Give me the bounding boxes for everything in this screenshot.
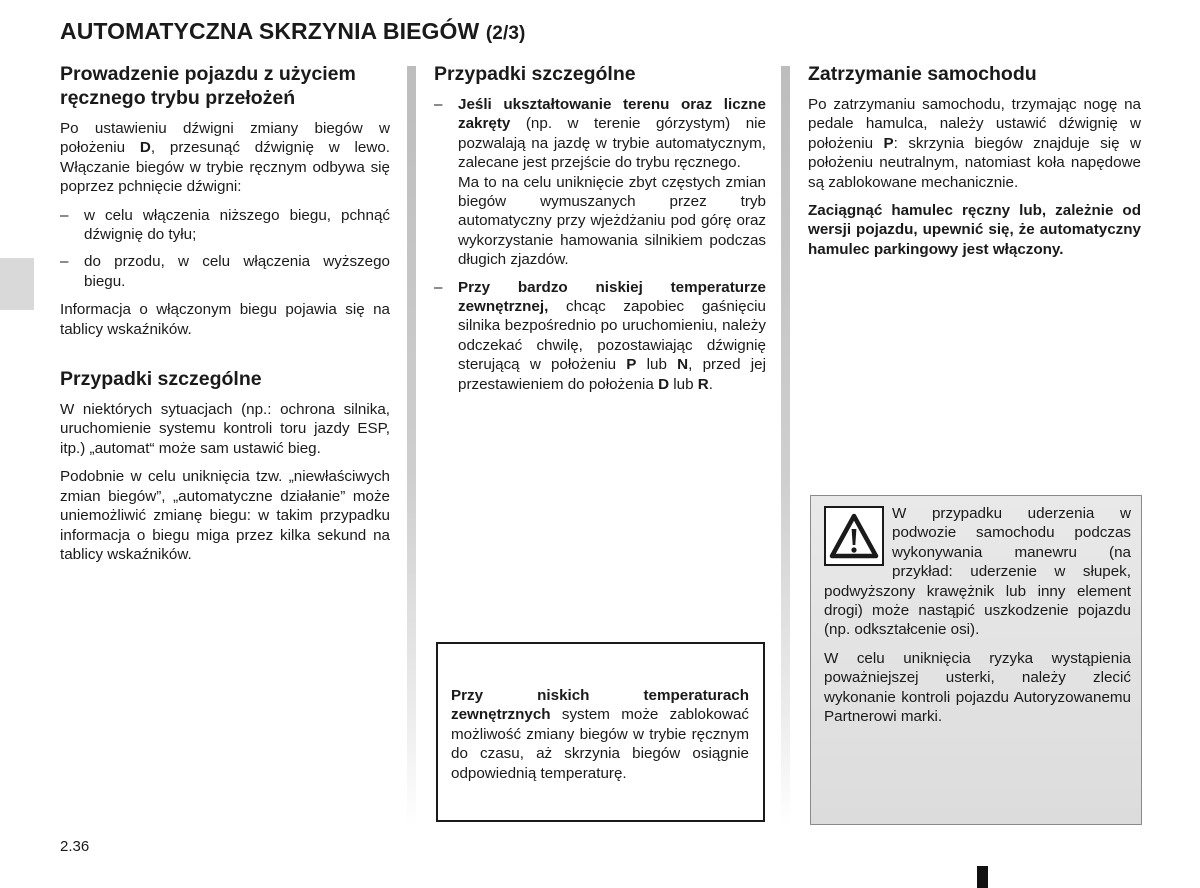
low-temperature-note — [436, 642, 765, 822]
list-item: – w celu włączenia niższego biegu, pchnąć dźwignię do tyłu; — [60, 206, 390, 245]
intro-gear-d: D — [139, 139, 151, 157]
column-special-cases — [434, 62, 766, 403]
note-bold: Przy niskich temperaturach zewnętrznych — [451, 687, 749, 724]
manual-mode-list — [60, 206, 390, 292]
item2-text-c: , przed jej przestawieniem do położenia — [458, 356, 766, 393]
column-stopping — [808, 62, 1141, 268]
item2-text-b: lub — [636, 356, 678, 374]
warning-panel — [810, 495, 1142, 825]
heading-stopping: Zatrzymanie samochodu — [808, 63, 1037, 85]
stopping-text — [808, 95, 1141, 192]
stopping-text-a: Po zatrzymaniu samochodu, trzymając nogę na pedale hamulca, należy ustawić dźwignię w położeniu — [808, 96, 1141, 152]
item2-text-f: . — [708, 375, 713, 393]
item2-text-e: lub — [669, 375, 698, 393]
section-tab — [0, 258, 34, 310]
item1-bold: Jeśli ukształtowanie terenu oraz liczne zakręty — [458, 96, 766, 133]
stopping-text-c: : skrzynia biegów znajduje się w położeniu neutralnym, natomiast koła napędowe są zablokowane mechanicznie. — [808, 134, 1141, 191]
gear-info-text: Informacja o włączonym biegu pojawia się na tablicy wskaźników. — [60, 301, 390, 338]
page-title — [60, 18, 525, 45]
title-main: AUTOMATYCZNA SKRZYNIA BIEGÓW — [60, 18, 480, 44]
gear-p: P — [626, 356, 637, 374]
column-manual-mode — [60, 62, 390, 573]
page-number: 2.36 — [60, 838, 90, 855]
warning-triangle-svg — [829, 513, 879, 559]
column-divider — [407, 66, 416, 826]
special-cases-text-1: W niektórych sytuacjach (np.: ochrona silnika, uruchomienie systemu kontroli toru jazdy ESP, itp.) „automat“ może sam ustawić bieg. — [60, 401, 390, 457]
intro-text-a: Po ustawieniu dźwigni zmiany biegów w położeniu — [60, 120, 390, 157]
handbrake-instruction: Zaciągnąć hamulec ręczny lub, zależnie od wersji pojazdu, upewnić się, że automatyczny hamulec parkingowy jest włączony. — [808, 202, 1141, 258]
heading-manual-mode: Prowadzenie pojazdu z użyciem ręcznego trybu przełożeń — [60, 63, 356, 109]
item2-bold: Przy bardzo niskiej temperaturze zewnętrznej, — [458, 278, 766, 316]
corner-marker — [977, 866, 988, 888]
heading-special-cases-2: Przypadki szczególne — [434, 63, 636, 85]
intro-text-c: , przesunąć dźwignię w lewo. Włączanie biegów w trybie ręcznym odbywa się poprzez pchnięcie dźwigni: — [60, 139, 390, 196]
list-item — [434, 278, 766, 394]
warning-triangle-icon — [824, 506, 884, 566]
gear-d: D — [658, 375, 670, 393]
item1-text: (np. w terenie górzystym) nie pozwalają na jazdę w trybie automatycznym, zalecane jest przejście do trybu ręcznego. — [458, 115, 766, 172]
stopping-gear-p: P — [883, 134, 894, 152]
item2-text-a: chcąc zapobiec gaśnięciu silnika bezpośrednio po uruchomieniu, należy odczekać chwilę, pozostawiając dźwignię sterującą w położeniu — [458, 298, 766, 374]
manual-mode-intro — [60, 119, 390, 197]
low-temperature-text — [451, 686, 749, 783]
item1-continuation: Ma to na celu uniknięcie zbyt częstych zmian biegów wymuszanych przez tryb automatyczny przy wjeżdżaniu pod górę oraz wykorzystanie hamowania silnikiem podczas długich zjazdów. — [458, 173, 766, 269]
gear-n: N — [677, 356, 689, 374]
list-item: – do przodu, w celu włączenia wyższego biegu. — [60, 252, 390, 291]
warning-text-2: W celu uniknięcia ryzyka wystąpienia poważniejszej usterki, należy zlecić wykonanie kontroli pojazdu Autoryzowanemu Partnerowi marki. — [824, 649, 1131, 726]
gear-r: R — [697, 375, 709, 393]
list-item — [434, 95, 766, 270]
title-part: (2/3) — [485, 23, 526, 44]
special-cases-text-2: Podobnie w celu uniknięcia tzw. „niewłaściwych zmian biegów”, „automatyczne działanie” może uniemożliwić zmianę biegu: w takim przypadku informacja o biegu miga przez kilka sekund na tablicy wskaźników. — [60, 468, 390, 563]
warning-text-1: W przypadku uderzenia w podwozie samochodu podczas wykonywania manewru (na przykład: uderzenie w słupek, podwyższony krawężnik lub inny element drogi) może nastąpić uszkodzenie pojazdu (np. odkształcenie osi). — [824, 505, 1131, 639]
note-text: system może zablokować możliwość zmiany biegów w trybie ręcznym do czasu, aż skrzynia biegów osiągnie odpowiednią temperaturę. — [451, 706, 749, 782]
heading-special-cases: Przypadki szczególne — [60, 368, 262, 391]
column-divider — [781, 66, 790, 826]
special-cases-list — [434, 95, 766, 394]
